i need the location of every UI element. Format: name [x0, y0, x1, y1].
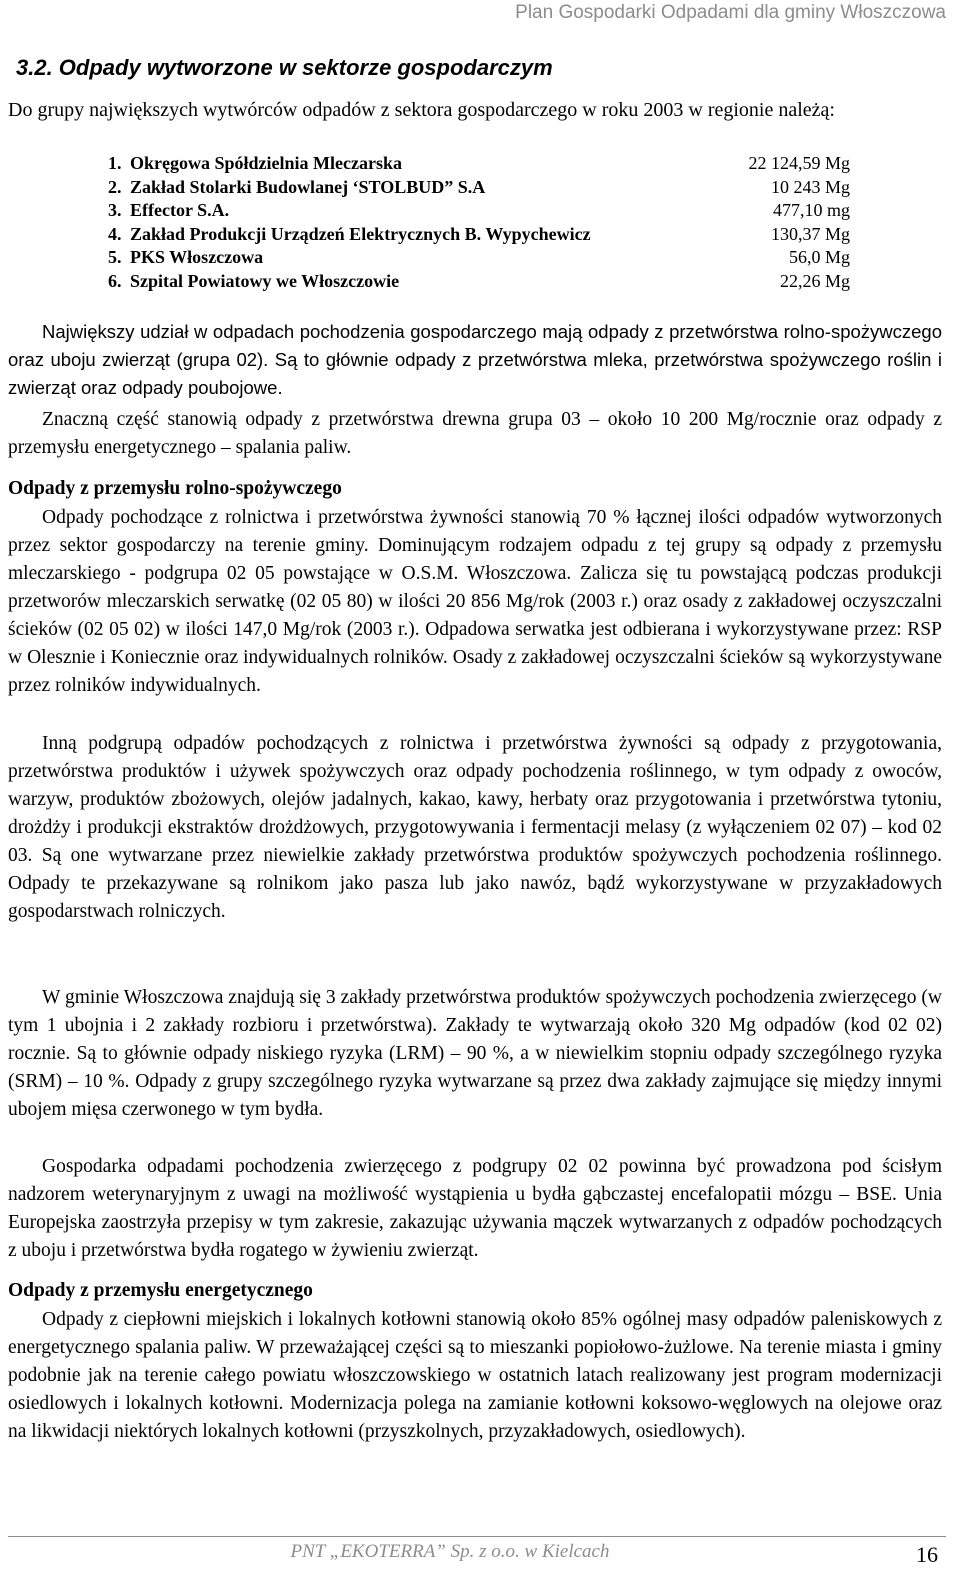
body-paragraph: Inną podgrupą odpadów pochodzących z rolnictwa i przetwórstwa żywności są odpady z przygotowania, przetwórstwa produktów i używek spożywczych oraz odpady pochodzenia roślinnego, w tym odpady z owoców, warzyw, produktów zbożowych, olejów jadalnych, kakao, kawy, herbaty oraz przygotowania i przetwórstwa tytoniu, drożdży i produkcji ekstraktów drożdżowych, przygotowywania i fermentacji melasy (z wyłączeniem 02 07) – kod 02 03. Są one wytwarzane przez niewielkie zakłady przetwórstwa produktów spożywczych pochodzenia roślinnego. Odpady te przekazywane są rolnikom jako pasza lub jako nawóz, bądź wykorzystywane w przyzakładowych gospodarstwach rolniczych.: [8, 733, 942, 922]
producers-list: [108, 152, 850, 294]
producer-amount: 10 243 Mg: [770, 176, 850, 197]
running-header: Plan Gospodarki Odpadami dla gminy Włoszczowa: [515, 2, 946, 23]
section-title: 3.2. Odpady wytworzone w sektorze gospodarczym: [16, 55, 553, 80]
summary-paragraph: Znaczną część stanowią odpady z przetwórstwa drewna grupa 03 – około 10 200 Mg/rocznie oraz odpady z przemysłu energetycznego – spalania paliw.: [8, 409, 942, 458]
producer-amount: 22,26 Mg: [779, 270, 850, 291]
list-item: [108, 270, 850, 294]
item-number: 1.: [108, 153, 122, 173]
producer-name: Zakład Stolarki Budowlanej ‘STOLBUD” S.A: [130, 176, 486, 197]
item-number: 6.: [108, 270, 122, 291]
footer-divider: [8, 1536, 946, 1537]
list-item: [108, 152, 850, 176]
item-number: 5.: [108, 247, 122, 268]
item-number: 4.: [108, 223, 122, 244]
subsection-heading: Odpady z przemysłu rolno-spożywczego: [8, 478, 342, 499]
item-number: 3.: [108, 200, 122, 221]
body-paragraph: Gospodarka odpadami pochodzenia zwierzęcego z podgrupy 02 02 powinna być prowadzona pod ścisłym nadzorem weterynaryjnym z uwagi na możliwość wystąpienia u bydła gąbczastej encefalopatii mózgu – BSE. Unia Europejska zaostrzyła przepisy w tym zakresie, zakazując używania mączek wytwarzanych z odpadów pochodzących z uboju i przetwórstwa bydła rogatego w żywieniu zwierząt.: [8, 1156, 942, 1261]
summary-paragraph: Największy udział w odpadach pochodzenia gospodarczego mają odpady z przetwórstwa rolno-spożywczego oraz uboju zwierząt (grupa 02). Są to głównie odpady z przetwórstwa mleka, przetwórstwa spożywczego roślin i zwierząt oraz odpady poubojowe.: [8, 321, 942, 398]
item-number: 2.: [108, 176, 122, 197]
producer-name: Effector S.A.: [130, 200, 230, 221]
body-paragraph: W gminie Włoszczowa znajdują się 3 zakłady przetwórstwa produktów spożywczych pochodzenia zwierzęcego (w tym 1 ubojnia i 2 zakłady rozbioru i przetwórstwa). Zakłady te wytwarzają około 320 Mg odpadów (kod 02 02) rocznie. Są to głównie odpady niskiego ryzyka (LRM) – 90 %, a w niewielkim stopniu odpady szczególnego ryzyka (SRM) – 10 %. Odpady z grupy szczególnego ryzyka wytwarzane są przez dwa zakłady zajmujące się między innymi ubojem mięsa czerwonego w tym bydła.: [8, 987, 942, 1120]
producer-amount: 22 124,59 Mg: [748, 153, 850, 173]
intro-paragraph: Do grupy największych wytwórców odpadów z sektora gospodarczego w roku 2003 w regionie należą:: [8, 99, 835, 121]
producer-amount: 477,10 mg: [772, 200, 850, 221]
list-item: [108, 199, 850, 223]
producer-name: Okręgowa Spółdzielnia Mleczarska: [130, 153, 402, 173]
list-item: [108, 223, 850, 247]
body-paragraph: Odpady pochodzące z rolnictwa i przetwórstwa żywności stanowią 70 % łącznej ilości odpadów wytworzonych przez sektor gospodarczy na terenie gminy. Dominującym rodzajem odpadu z tej grupy są odpady z przemysłu mleczarskiego - podgrupa 02 05 powstające w O.S.M. Włoszczowa. Zalicza się tu powstającą podczas produkcji przetworów mleczarskich serwatkę (02 05 80) w ilości 20 856 Mg/rok (2003 r.) oraz osady z zakładowej oczyszczalni ścieków (02 05 02) w ilości 147,0 Mg/rok (2003 r.). Odpadowa serwatka jest odbierana i wykorzystywane przez: RSP w Olesznie i Koniecznie oraz indywidualnych rolników. Osady z zakładowej oczyszczalni ścieków są wykorzystywane przez rolników indywidualnych.: [8, 507, 942, 696]
list-item: [108, 176, 850, 200]
producer-name: Zakład Produkcji Urządzeń Elektrycznych B. Wypychewicz: [130, 223, 591, 244]
subsection-heading: Odpady z przemysłu energetycznego: [8, 1280, 313, 1301]
producer-amount: 56,0 Mg: [788, 247, 850, 268]
body-paragraph: Odpady z ciepłowni miejskich i lokalnych kotłowni stanowią około 85% ogólnej masy odpadów paleniskowych z energetycznego spalania paliw. W przeważającej części są to mieszanki popiołowo-żużlowe. Na terenie miasta i gminy podobnie jak na terenie całego powiatu włoszczowskiego w ostatnich latach realizowany jest program modernizacji osiedlowych i lokalnych kotłowni. Modernizacja polega na zamianie kotłowni koksowo-węglowych na olejowe oraz na likwidacji niektórych lokalnych kotłowni (przyszkolnych, przyzakładowych, osiedlowych).: [8, 1309, 942, 1442]
producer-amount: 130,37 Mg: [770, 223, 850, 244]
producer-name: PKS Włoszczowa: [130, 247, 264, 268]
footer-company: PNT „EKOTERRA” Sp. z o.o. w Kielcach: [290, 1541, 610, 1562]
page-number: 16: [916, 1542, 938, 1567]
producer-name: Szpital Powiatowy we Włoszczowie: [130, 270, 400, 291]
list-item: [108, 246, 850, 270]
